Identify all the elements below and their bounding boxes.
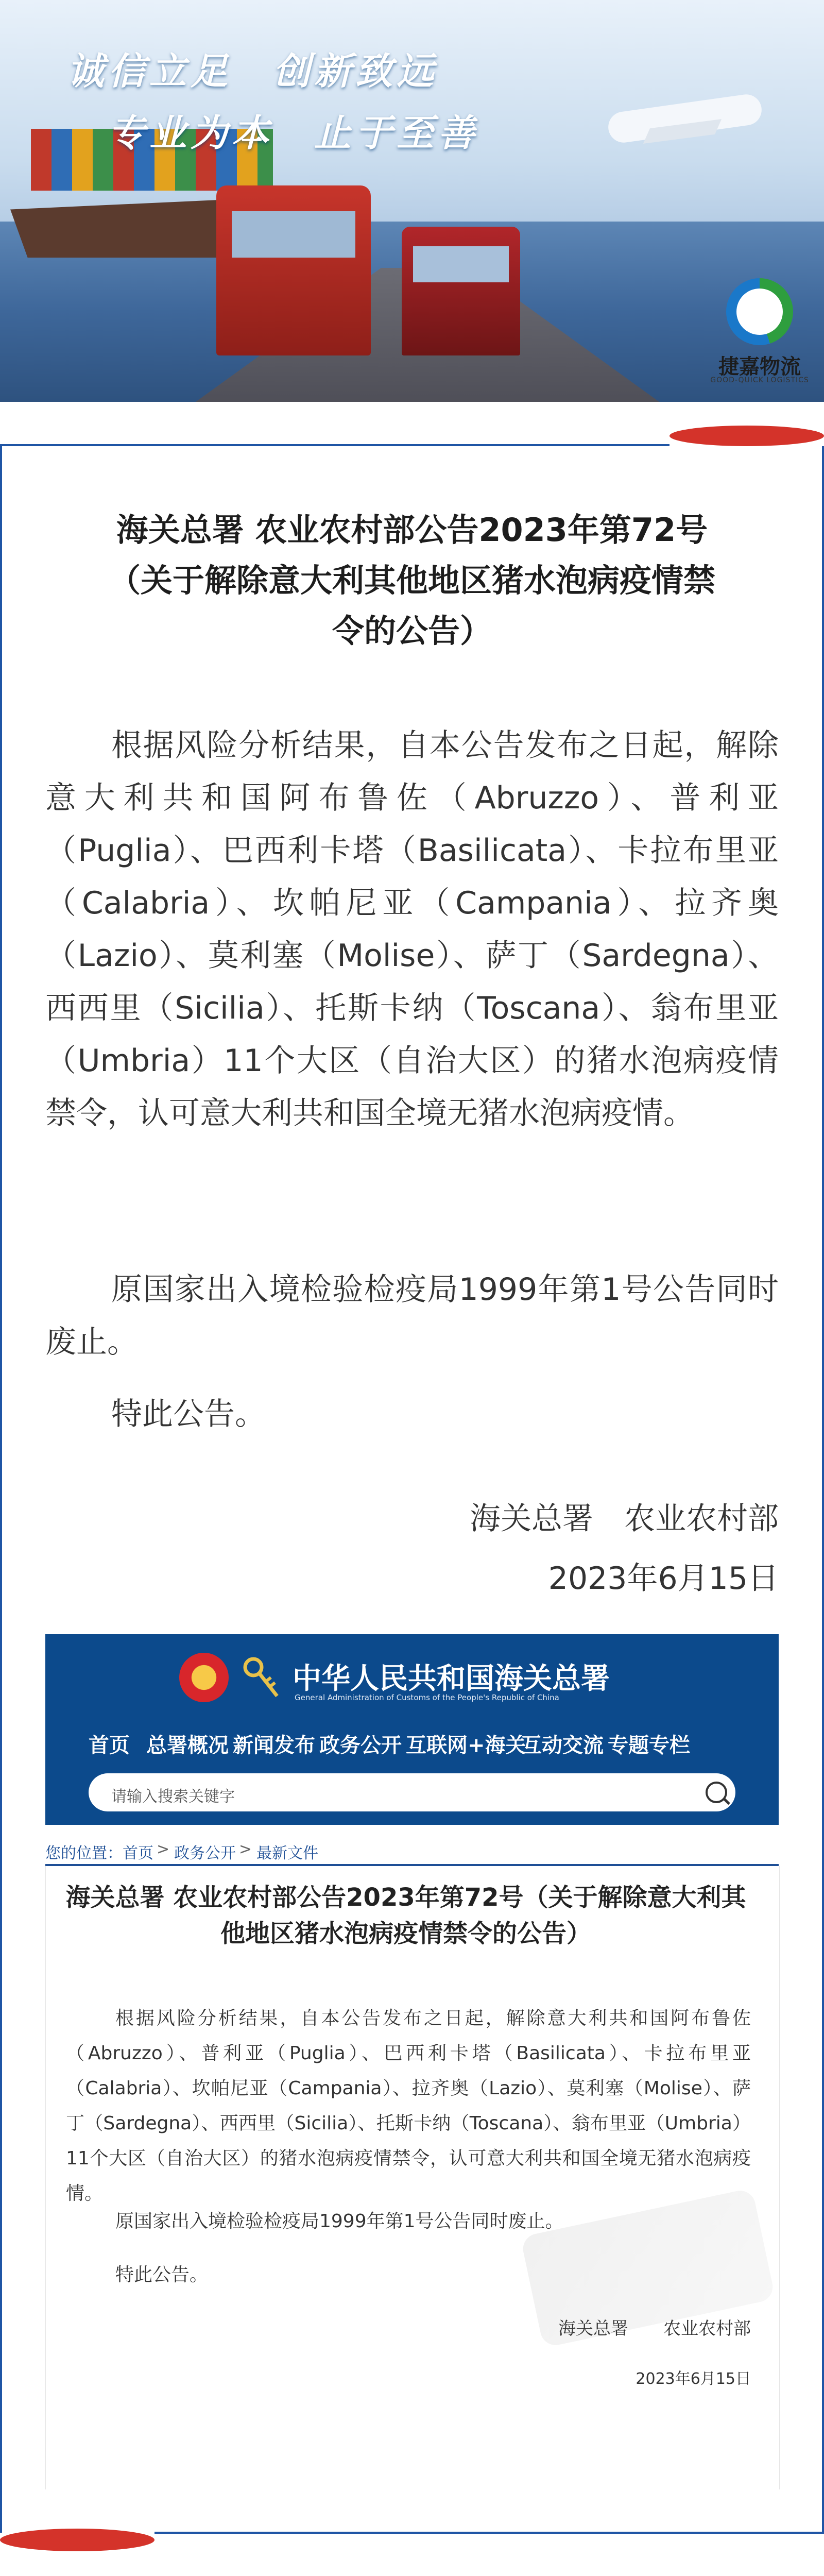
nav-government-affairs[interactable]: 政务公开 xyxy=(319,1734,402,1757)
article-paragraph-3: 特此公告。 xyxy=(111,1396,266,1432)
customs-site-subtitle: General Administration of Customs of the People's Republic of China xyxy=(295,1693,559,1702)
customs-site-title: 中华人民共和国海关总署 xyxy=(293,1662,610,1696)
frame-top-line xyxy=(0,444,670,446)
article-signer: 海关总署 农业农村部 xyxy=(470,1501,779,1537)
customs-article-title xyxy=(61,1879,751,1952)
article-title-line-3: 令的公告） xyxy=(332,612,492,650)
customs-paragraph-3: 特此公告。 xyxy=(115,2264,209,2285)
frame-bottom-swoosh xyxy=(0,2529,154,2551)
breadcrumb-home[interactable]: 首页 xyxy=(123,1844,153,1862)
frame-right-line xyxy=(822,446,824,2533)
company-logo-small xyxy=(706,278,814,397)
nav-overview[interactable]: 总署概况 xyxy=(146,1734,229,1757)
customs-paragraph-2: 原国家出入境检验检疫局1999年第1号公告同时废止。 xyxy=(115,2211,564,2232)
article-title-line-1: 海关总署 农业农村部公告2023年第72号 xyxy=(116,511,708,549)
customs-nav-bar xyxy=(45,1719,779,1775)
national-emblem-icon xyxy=(179,1653,229,1702)
breadcrumb-separator: > xyxy=(239,1840,252,1858)
customs-website-screenshot xyxy=(45,1634,779,2489)
article-title-line-2: （关于解除意大利其他地区猪水泡病疫情禁 xyxy=(108,562,715,599)
article-date: 2023年6月15日 xyxy=(548,1561,779,1597)
frame-bottom-line xyxy=(154,2532,824,2534)
article-paragraph-2: 原国家出入境检验检疫局1999年第1号公告同时废止。 xyxy=(45,1272,779,1360)
truck-image-secondary xyxy=(402,227,520,355)
customs-key-icon xyxy=(241,1655,282,1701)
nav-interaction[interactable]: 互动交流 xyxy=(521,1734,604,1757)
slogan-line-1: 诚信立足 创新致远 xyxy=(67,49,438,93)
customs-article-title-line-1: 海关总署 农业农村部公告2023年第72号（关于解除意大利其 xyxy=(65,1883,746,1912)
customs-date: 2023年6月15日 xyxy=(636,2370,751,2388)
header-banner xyxy=(0,0,824,402)
nav-internet-customs[interactable]: 互联网+海关 xyxy=(406,1734,526,1757)
slogan-line-2: 专业为本 止于至善 xyxy=(108,111,479,155)
search-placeholder: 请输入搜索关键字 xyxy=(111,1788,235,1806)
logo-en-text: GOOD-QUICK LOGISTICS xyxy=(710,376,809,384)
nav-news[interactable]: 新闻发布 xyxy=(233,1734,315,1757)
truck-image xyxy=(216,185,371,355)
customs-signer: 海关总署 农业农村部 xyxy=(558,2318,751,2339)
frame-top-swoosh xyxy=(670,426,824,446)
breadcrumb-latest-files[interactable]: 最新文件 xyxy=(256,1844,318,1862)
nav-topics[interactable]: 专题专栏 xyxy=(608,1734,690,1757)
logo-cn-text: 捷嘉物流 xyxy=(718,355,801,379)
customs-site-header xyxy=(45,1634,779,1825)
customs-search-input[interactable] xyxy=(89,1773,735,1811)
breadcrumb-prefix: 您的位置： xyxy=(45,1844,123,1862)
customs-article-title-line-2: 他地区猪水泡病疫情禁令的公告） xyxy=(220,1919,591,1948)
frame-left-line xyxy=(0,446,2,2533)
customs-paragraph-1: 根据风险分析结果，自本公告发布之日起，解除意大利共和国阿布鲁佐（Abruzzo）、普利亚（Puglia）、巴西利卡塔（Basilicata）、卡拉布里亚（Calabria）、坎帕尼亚（Campania）、拉齐奥（Lazio）、莫利塞（Molise）、萨丁（Sardegna）、西西里（Sicilia）、托斯卡纳（Toscana）、翁布里亚（Umbria）11个大区（自治大区）的猪水泡病疫情禁令，认可意大利共和国全境无猪水泡病疫情。 xyxy=(66,2008,751,2204)
nav-home[interactable]: 首页 xyxy=(89,1734,130,1757)
article-paragraph-1: 根据风险分析结果，自本公告发布之日起，解除意大利共和国阿布鲁佐（Abruzzo）、普利亚（Puglia）、巴西利卡塔（Basilicata）、卡拉布里亚（Calabria）、坎帕尼亚（Campania）、拉齐奥（Lazio）、莫利塞（Molise）、萨丁（Sardegna）、西西里（Sicilia）、托斯卡纳（Toscana）、翁布里亚（Umbria）11个大区（自治大区）的猪水泡病疫情禁令，认可意大利共和国全境无猪水泡病疫情。 xyxy=(45,727,779,1131)
breadcrumb-separator: > xyxy=(157,1840,170,1858)
search-icon[interactable] xyxy=(706,1782,727,1803)
article-title xyxy=(41,505,783,656)
company-logo-icon xyxy=(726,278,793,345)
breadcrumb-government-affairs[interactable]: 政务公开 xyxy=(174,1844,236,1862)
